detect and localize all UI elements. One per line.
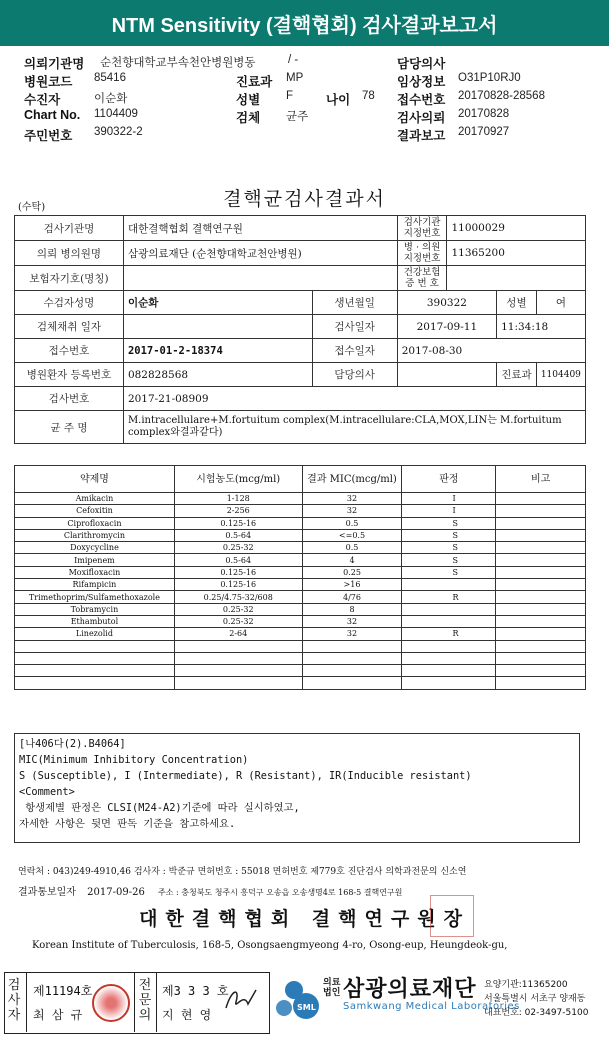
cell-test-no-value: 2017-21-08909 bbox=[123, 387, 585, 411]
footer-contact: 연락처 : 043)249-4910,46 검사자 : 박준규 면허번호 : 55018 면허번호 제779호 진단검사 의학과전문의 신소연 bbox=[18, 867, 467, 877]
table-header-cell: 시험농도(mcg/ml) bbox=[174, 466, 302, 493]
table-row bbox=[15, 517, 586, 529]
cell-patient-value: 이순화 bbox=[123, 291, 312, 315]
dept-value: MP bbox=[286, 72, 304, 84]
specialist-vertical-label: 전문의 bbox=[138, 978, 152, 1023]
cell-health-value bbox=[447, 266, 586, 291]
table-header-cell: 판정 bbox=[402, 466, 496, 493]
table-cell bbox=[496, 529, 586, 541]
cell-patient-key: 수검자성명 bbox=[15, 291, 124, 315]
comment-line: [나406다(2).B4064] bbox=[19, 738, 126, 750]
tester-seal-stamp bbox=[92, 984, 130, 1022]
cell-hosp-no-value: 11365200 bbox=[447, 241, 586, 266]
table-cell bbox=[496, 652, 586, 664]
table-cell bbox=[496, 615, 586, 627]
clinical-label: 임상정보 bbox=[397, 75, 446, 89]
cell-reg-key: 병원환자 등록번호 bbox=[15, 363, 124, 387]
table-row bbox=[15, 554, 586, 566]
table-cell: Ethambutol bbox=[15, 615, 175, 627]
cell-doctor-key: 담당의사 bbox=[312, 363, 397, 387]
table-cell: Linezolid bbox=[15, 628, 175, 640]
table-cell: R bbox=[402, 628, 496, 640]
chart-label: Chart No. bbox=[24, 108, 81, 122]
table-cell: 0.25-32 bbox=[174, 603, 302, 615]
patient-value: 이순화 bbox=[94, 93, 128, 105]
table-cell: 32 bbox=[302, 505, 402, 517]
table-cell bbox=[15, 640, 175, 652]
patient-detail-table bbox=[14, 215, 586, 444]
tester-license: 제11194호 bbox=[33, 984, 93, 998]
table-cell: I bbox=[402, 505, 496, 517]
table-cell bbox=[174, 677, 302, 689]
table-cell bbox=[15, 665, 175, 677]
cell-sex-value: 여 bbox=[536, 291, 585, 315]
clinical-value: O31P10RJ0 bbox=[458, 72, 521, 84]
table-row bbox=[15, 665, 586, 677]
table-row bbox=[15, 505, 586, 517]
table-cell bbox=[496, 566, 586, 578]
table-cell bbox=[496, 603, 586, 615]
table-cell bbox=[402, 652, 496, 664]
receipt-label: 접수번호 bbox=[397, 93, 446, 107]
table-cell bbox=[402, 615, 496, 627]
table-cell bbox=[496, 505, 586, 517]
cell-insurance-value bbox=[123, 266, 397, 291]
cell-sex-key: 성별 bbox=[497, 291, 537, 315]
footer-address: 주소 : 충청북도 청주시 흥덕구 오송읍 오송생명4로 168-5 결핵연구원 bbox=[158, 888, 403, 897]
table-cell: 0.125-16 bbox=[174, 579, 302, 591]
document-title: 결핵균검사결과서 bbox=[223, 188, 386, 210]
cell-receipt-date-key: 접수일자 bbox=[312, 339, 397, 363]
specialist-name: 지 현 영 bbox=[162, 1008, 212, 1022]
sml-text: SML bbox=[297, 1003, 316, 1012]
sex-value: F bbox=[286, 90, 294, 102]
cell-receipt-value: 2017-01-2-18374 bbox=[123, 339, 312, 363]
table-cell: 32 bbox=[302, 493, 402, 505]
comment-line: S (Susceptible), I (Intermediate), R (Resistant), IR(Inducible resistant) bbox=[19, 770, 472, 782]
table-cell: 0.5 bbox=[302, 542, 402, 554]
comment-line: MIC(Minimum Inhibitory Concentration) bbox=[19, 754, 249, 766]
brand-english: Samkwang Medical Laboratories bbox=[343, 1001, 520, 1012]
table-cell bbox=[174, 665, 302, 677]
cell-test-date-value: 2017-09-11 bbox=[397, 315, 496, 339]
table-cell: 32 bbox=[302, 615, 402, 627]
cell-agency-value: 대한결핵협회 결핵연구원 bbox=[123, 216, 397, 241]
table-cell bbox=[496, 591, 586, 603]
consignment-mark: (수탁) bbox=[18, 202, 46, 213]
brand-corp-label: 의료 법인 bbox=[323, 978, 341, 998]
table-cell: S bbox=[402, 517, 496, 529]
cell-designated-key: 검사기관 지정번호 bbox=[397, 216, 447, 241]
table-cell bbox=[15, 652, 175, 664]
cell-designated-value: 11000029 bbox=[447, 216, 586, 241]
specimen-value: 균주 bbox=[286, 111, 309, 123]
table-cell: Moxifloxacin bbox=[15, 566, 175, 578]
cell-strain-value: M.intracellulare+M.fortuitum complex(M.intracellulare:CLA,MOX,LIN는 M.fortuitum complex와결과같다) bbox=[123, 411, 585, 444]
doctor-label: 담당의사 bbox=[397, 57, 446, 71]
footer-date-line bbox=[18, 883, 402, 898]
table-cell bbox=[302, 652, 402, 664]
table-cell: Trimethoprim/Sulfamethoxazole bbox=[15, 591, 175, 603]
brand-name: 삼광의료재단 bbox=[343, 977, 477, 1002]
table-cell bbox=[402, 665, 496, 677]
table-cell: <=0.5 bbox=[302, 529, 402, 541]
table-cell bbox=[496, 665, 586, 677]
cell-req-hosp-value: 삼광의료재단 (순천향대학교천안병원) bbox=[123, 241, 397, 266]
table-cell bbox=[302, 665, 402, 677]
table-cell: Clarithromycin bbox=[15, 529, 175, 541]
specialist-license: 제3 3 3 호 bbox=[162, 984, 229, 998]
table-cell: Cefoxitin bbox=[15, 505, 175, 517]
cell-hosp-no-key: 병 · 의원 지정번호 bbox=[397, 241, 447, 266]
table-cell: Ciprofloxacin bbox=[15, 517, 175, 529]
sex-label: 성별 bbox=[236, 93, 261, 107]
table-cell: 0.125-16 bbox=[174, 517, 302, 529]
contact-info bbox=[484, 978, 588, 1020]
tester-name: 최 삼 규 bbox=[33, 1008, 83, 1022]
table-row bbox=[15, 579, 586, 591]
table-cell: 8 bbox=[302, 603, 402, 615]
table-header-cell: 약제명 bbox=[15, 466, 175, 493]
table-cell bbox=[496, 542, 586, 554]
table-cell bbox=[174, 640, 302, 652]
table-cell bbox=[174, 652, 302, 664]
tester-vertical-label: 검사자 bbox=[7, 978, 21, 1023]
table-cell bbox=[15, 677, 175, 689]
table-cell bbox=[402, 677, 496, 689]
table-cell bbox=[496, 579, 586, 591]
cell-test-no-key: 검사번호 bbox=[15, 387, 124, 411]
cell-insurance-key: 보험자기호(명칭) bbox=[15, 266, 124, 291]
table-cell: 1-128 bbox=[174, 493, 302, 505]
patient-info bbox=[24, 54, 604, 144]
table-cell bbox=[402, 640, 496, 652]
footer-date: 2017-09-26 bbox=[87, 887, 145, 898]
table-cell: 0.25-32 bbox=[174, 615, 302, 627]
table-cell bbox=[496, 554, 586, 566]
request-label: 검사의뢰 bbox=[397, 111, 446, 125]
rrn-value: 390322-2 bbox=[94, 126, 143, 138]
code-label: 병원코드 bbox=[24, 75, 73, 89]
hospital-value: 순천향대학교부속천안병원병동 bbox=[100, 57, 256, 69]
table-row bbox=[15, 628, 586, 640]
dept-label: 진료과 bbox=[236, 75, 273, 89]
table-cell: S bbox=[402, 529, 496, 541]
divider bbox=[134, 972, 135, 1032]
susceptibility-table bbox=[14, 465, 586, 690]
table-cell: 2-64 bbox=[174, 628, 302, 640]
table-cell: >16 bbox=[302, 579, 402, 591]
table-cell bbox=[496, 628, 586, 640]
table-cell: S bbox=[402, 554, 496, 566]
table-cell: Rifampicin bbox=[15, 579, 175, 591]
request-value: 20170828 bbox=[458, 108, 510, 120]
chart-value: 1104409 bbox=[94, 108, 138, 120]
cell-dept-value: 1104409 bbox=[536, 363, 585, 387]
table-cell bbox=[496, 677, 586, 689]
table-cell: 0.25/4.75-32/608 bbox=[174, 591, 302, 603]
ward-value: / - bbox=[288, 54, 299, 66]
cell-receipt-key: 접수번호 bbox=[15, 339, 124, 363]
contact-line: 대표번호: 02-3497-5100 bbox=[484, 1008, 589, 1018]
table-row bbox=[15, 652, 586, 664]
table-cell: S bbox=[402, 542, 496, 554]
cell-req-hosp-key: 의뢰 병의원명 bbox=[15, 241, 124, 266]
contact-line: 요양기관:11365200 bbox=[484, 980, 568, 990]
comment-line: 자세한 사항은 뒷면 판독 기준을 참고하세요. bbox=[19, 818, 236, 830]
divider bbox=[26, 972, 27, 1032]
table-header-cell: 비고 bbox=[496, 466, 586, 493]
table-cell: 4 bbox=[302, 554, 402, 566]
table-cell: Amikacin bbox=[15, 493, 175, 505]
table-cell: 2-256 bbox=[174, 505, 302, 517]
footer-date-label: 결과통보일자 bbox=[18, 887, 76, 898]
table-cell: 0.5 bbox=[302, 517, 402, 529]
table-row bbox=[15, 542, 586, 554]
cell-birth-value: 390322 bbox=[397, 291, 496, 315]
cell-agency-key: 검사기관명 bbox=[15, 216, 124, 241]
table-cell: I bbox=[402, 493, 496, 505]
hospital-label: 의뢰기관명 bbox=[24, 57, 85, 71]
table-cell: Imipenem bbox=[15, 554, 175, 566]
table-cell: Tobramycin bbox=[15, 603, 175, 615]
table-cell bbox=[496, 517, 586, 529]
code-value: 85416 bbox=[94, 72, 126, 84]
table-cell bbox=[402, 603, 496, 615]
table-row bbox=[15, 493, 586, 505]
age-value: 78 bbox=[362, 90, 375, 102]
cell-health-key: 건강보험 증 번 호 bbox=[397, 266, 447, 291]
table-header-cell: 결과 MIC(mcg/ml) bbox=[302, 466, 402, 493]
report-value: 20170927 bbox=[458, 126, 510, 138]
rrn-label: 주민번호 bbox=[24, 129, 73, 143]
cell-test-date-key: 검사일자 bbox=[312, 315, 397, 339]
cell-receipt-date-value: 2017-08-30 bbox=[397, 339, 585, 363]
table-cell: 0.5-64 bbox=[174, 554, 302, 566]
cell-birth-key: 생년월일 bbox=[312, 291, 397, 315]
table-row bbox=[15, 603, 586, 615]
table-cell: 4/76 bbox=[302, 591, 402, 603]
table-row bbox=[15, 529, 586, 541]
comment-line: <Comment> bbox=[19, 786, 75, 798]
receipt-value: 20170828-28568 bbox=[458, 90, 545, 102]
table-row bbox=[15, 566, 586, 578]
cell-test-time-value: 11:34:18 bbox=[497, 315, 586, 339]
age-label: 나이 bbox=[326, 93, 351, 107]
cell-collect-key: 검체채취 일자 bbox=[15, 315, 124, 339]
report-label: 결과보고 bbox=[397, 129, 446, 143]
contact-line: 서울특별시 서초구 양재동 bbox=[484, 994, 586, 1004]
table-cell: 0.25-32 bbox=[174, 542, 302, 554]
institute-address: Korean Institute of Tuberculosis, 168-5, Osongsaengmyeong 4-ro, Osong-eup, Heungdeok-gu, bbox=[32, 940, 508, 951]
comment-box bbox=[14, 733, 580, 843]
cell-strain-key: 균 주 명 bbox=[15, 411, 124, 444]
cell-collect-value bbox=[123, 315, 312, 339]
official-seal bbox=[430, 895, 474, 937]
table-row bbox=[15, 591, 586, 603]
table-cell bbox=[402, 579, 496, 591]
table-cell: 0.25 bbox=[302, 566, 402, 578]
table-cell: 0.5-64 bbox=[174, 529, 302, 541]
comment-line: 항생제별 판정은 CLSI(M24-A2)기준에 따라 실시하였고, bbox=[19, 802, 300, 814]
cell-dept-key: 진료과 bbox=[497, 363, 537, 387]
table-cell: 0.125-16 bbox=[174, 566, 302, 578]
table-cell bbox=[302, 677, 402, 689]
patient-label: 수진자 bbox=[24, 93, 61, 107]
table-cell: Doxycycline bbox=[15, 542, 175, 554]
table-row bbox=[15, 640, 586, 652]
divider bbox=[156, 972, 157, 1032]
table-cell: R bbox=[402, 591, 496, 603]
table-row bbox=[15, 615, 586, 627]
cell-doctor-value bbox=[397, 363, 496, 387]
specimen-label: 검체 bbox=[236, 111, 261, 125]
table-cell: 32 bbox=[302, 628, 402, 640]
table-row bbox=[15, 677, 586, 689]
signature-scribble-icon bbox=[222, 984, 260, 1016]
cell-reg-value: 082828568 bbox=[123, 363, 312, 387]
table-cell bbox=[496, 640, 586, 652]
table-cell bbox=[496, 493, 586, 505]
table-cell bbox=[302, 640, 402, 652]
table-cell: S bbox=[402, 566, 496, 578]
institute-name: 대한결핵협회 결핵연구원장 bbox=[139, 908, 470, 930]
report-title: NTM Sensitivity (결핵협회) 검사결과보고서 bbox=[0, 0, 609, 46]
